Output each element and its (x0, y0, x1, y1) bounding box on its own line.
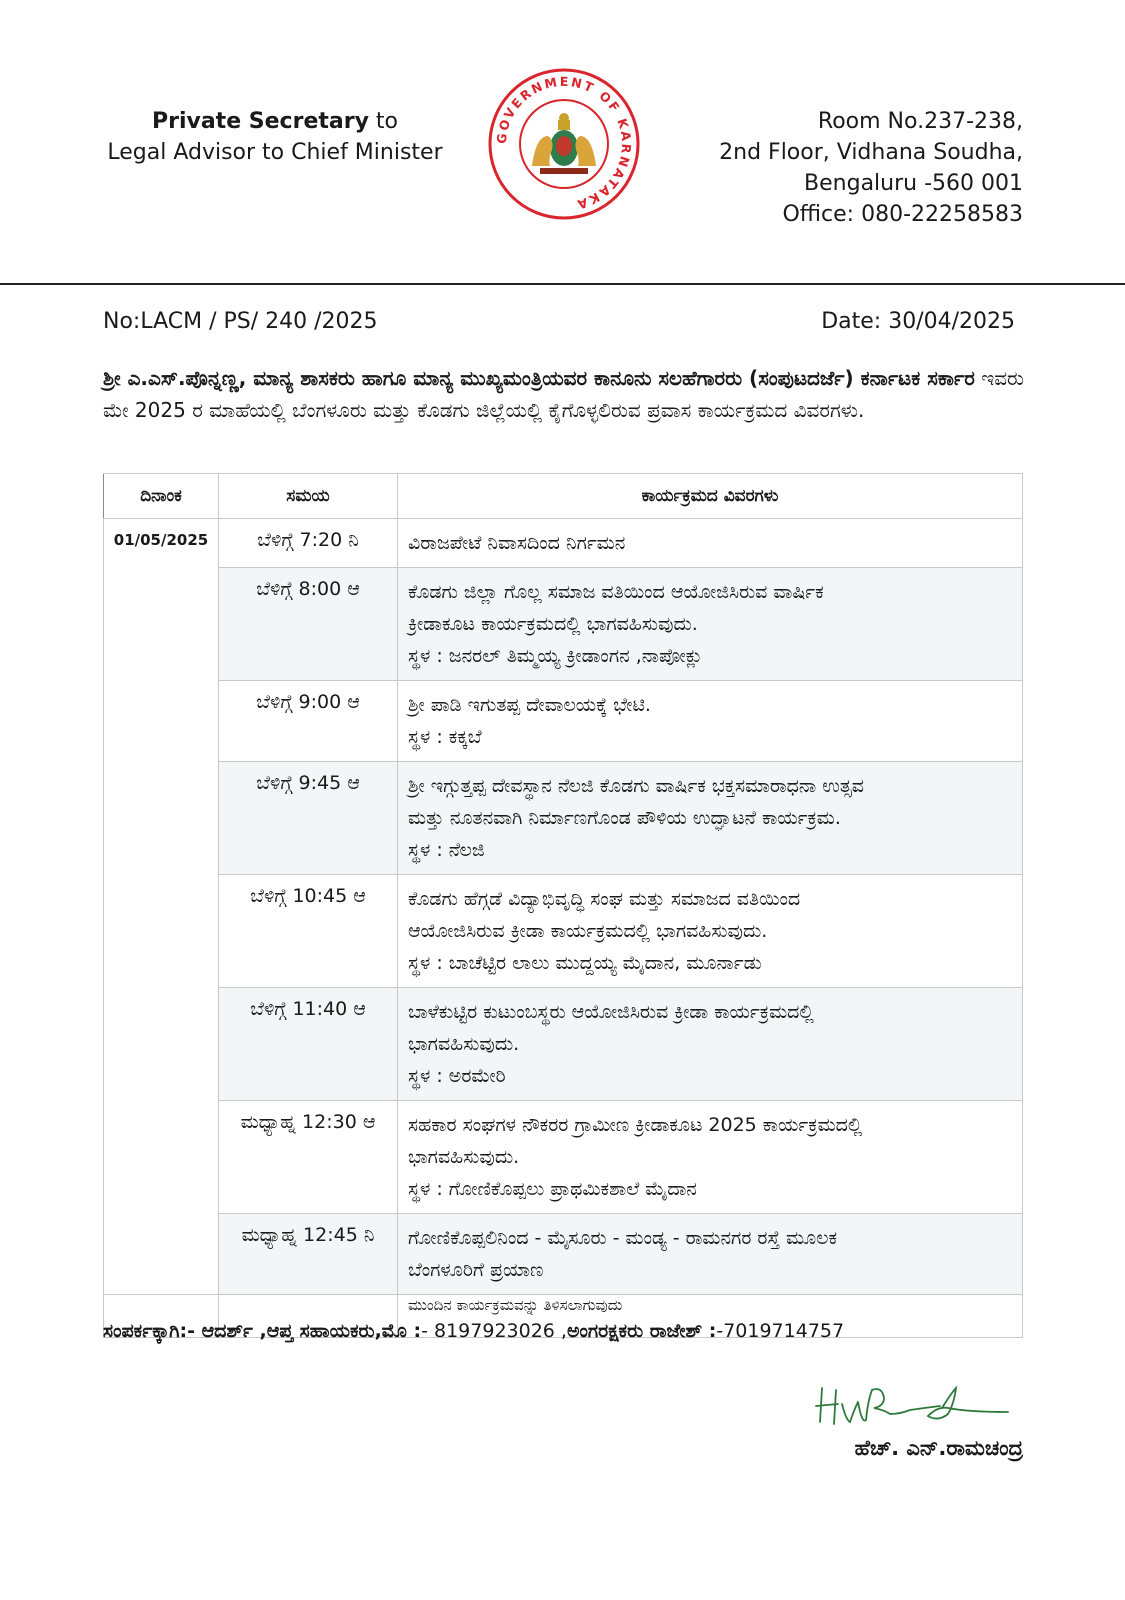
row-details: ಗೋಣಿಕೊಪ್ಪಲಿನಿಂದ - ಮೈಸೂರು - ಮಂಡ್ಯ - ರಾಮನಗರ ರಸ್ತೆ ಮೂಲಕ ಬೆಂಗಳೂರಿಗೆ ಪ್ರಯಾಣ (398, 1214, 1023, 1295)
intro-paragraph: ಶ್ರೀ ಎ.ಎಸ್.ಪೊನ್ನಣ್ಣ, ಮಾನ್ಯ ಶಾಸಕರು ಹಾಗೂ ಮಾನ್ಯ ಮುಖ್ಯಮಂತ್ರಿಯವರ ಕಾನೂನು ಸಲಹೆಗಾರರು (ಸಂಪುಟದರ್ಜೆ) ಕರ್ನಾಟಕ ಸರ್ಕಾರ ಇವರು ಮೇ 2025 ರ ಮಾಹೆಯಲ್ಲಿ ಬೆಂಗಳೂರು ಮತ್ತು ಕೊಡಗು ಜಿಲ್ಲೆಯಲ್ಲಿ ಕೈಗೊಳ್ಳಲಿರುವ ಪ್ರವಾಸ ಕಾರ್ಯಕ್ರಮದ ವಿವರಗಳು. (103, 366, 1024, 422)
row-time: ಬೆಳಿಗ್ಗೆ 11:40 ಆ (219, 988, 398, 1101)
row-time: ಬೆಳಿಗ್ಗೆ 7:20 ನಿ (219, 519, 398, 568)
table-row (104, 988, 1023, 1101)
karnataka-emblem-icon (486, 66, 642, 222)
table-row (104, 875, 1023, 988)
followup-note: ಮುಂದಿನ ಕಾರ್ಯಕ್ರಮವನ್ನು ತಿಳಿಸಲಾಗುವುದು (398, 1295, 1023, 1338)
row-details: ಬಾಳೆಕುಟ್ಟಿರ ಕುಟುಂಬಸ್ಥರು ಆಯೋಜಿಸಿರುವ ಕ್ರೀಡಾ ಕಾರ್ಯಕ್ರಮದಲ್ಲಿ ಭಾಗವಹಿಸುವುದು. ಸ್ಥಳ : ಅರಮೇರಿ (398, 988, 1023, 1101)
sender-title (100, 106, 450, 168)
sender-line-2: Legal Advisor to Chief Minister (107, 140, 443, 165)
address-line: Bengaluru -560 001 (804, 171, 1023, 196)
row-time: ಬೆಳಿಗ್ಗೆ 10:45 ಆ (219, 875, 398, 988)
row-time: ಬೆಳಿಗ್ಗೆ 9:45 ಆ (219, 762, 398, 875)
header-time: ಸಮಯ (219, 474, 398, 519)
row-time: ಬೆಳಿಗ್ಗೆ 9:00 ಆ (219, 681, 398, 762)
row-details: ವಿರಾಜಪೇಟೆ ನಿವಾಸದಿಂದ ನಿರ್ಗಮನ (398, 519, 1023, 568)
office-address (663, 106, 1023, 230)
table-row (104, 1214, 1023, 1295)
letter-date: Date: 30/04/2025 (821, 309, 1015, 334)
row-time: ಮಧ್ಯಾಹ್ನ 12:45 ನಿ (219, 1214, 398, 1295)
header-date: ದಿನಾಂಕ (104, 474, 219, 519)
row-time: ಮಧ್ಯಾಹ್ನ 12:30 ಆ (219, 1101, 398, 1214)
reference-number: No:LACM / PS/ 240 /2025 (103, 309, 378, 334)
row-details: ಕೊಡಗು ಜಿಲ್ಲಾ ಗೊಲ್ಲ ಸಮಾಜ ವತಿಯಿಂದ ಆಯೋಜಿಸಿರುವ ವಾರ್ಷಿಕ ಕ್ರೀಡಾಕೂಟ ಕಾರ್ಯಕ್ರಮದಲ್ಲಿ ಭಾಗವಹಿಸುವುದು. ಸ್ಥಳ : ಜನರಲ್ ತಿಮ್ಮಯ್ಯ ಕ್ರೀಡಾಂಗನ ,ನಾಪೋಕ್ಲು (398, 568, 1023, 681)
table-row (104, 762, 1023, 875)
row-details: ಸಹಕಾರ ಸಂಘಗಳ ನೌಕರರ ಗ್ರಾಮೀಣ ಕ್ರೀಡಾಕೂಟ 2025 ಕಾರ್ಯಕ್ರಮದಲ್ಲಿ ಭಾಗವಹಿಸುವುದು. ಸ್ಥಳ : ಗೋಣಿಕೊಪ್ಪಲು ಪ್ರಾಥಮಿಕಶಾಲೆ ಮೈದಾನ (398, 1101, 1023, 1214)
table-row (104, 681, 1023, 762)
sender-line-1: Private Secretary to (151, 109, 399, 134)
schedule-table (103, 473, 1023, 1338)
header-details: ಕಾರ್ಯಕ್ರಮದ ವಿವರಗಳು (398, 474, 1023, 519)
table-row (104, 568, 1023, 681)
table-header-row (104, 474, 1023, 519)
row-details: ಕೊಡಗು ಹೆಗ್ಗಡೆ ವಿದ್ಯಾಭಿವೃದ್ಧಿ ಸಂಘ ಮತ್ತು ಸಮಾಜದ ವತಿಯಿಂದ ಆಯೋಜಿಸಿರುವ ಕ್ರೀಡಾ ಕಾರ್ಯಕ್ರಮದಲ್ಲಿ ಭಾಗವಹಿಸುವುದು. ಸ್ಥಳ : ಬಾಚೆಟ್ಟಿರ ಲಾಲು ಮುದ್ದಯ್ಯ ಮೈದಾನ, ಮೂರ್ನಾಡು (398, 875, 1023, 988)
header-divider (0, 283, 1125, 285)
contact-line: ಸಂಪರ್ಕಕ್ಕಾಗಿ:- ಆದರ್ಶ್ ,ಆಪ್ತ ಸಹಾಯಕರು,ಮೊ :- 8197923026 ,ಅಂಗರಕ್ಷಕರು ರಾಜೇಶ್ :-7019714757 (103, 1320, 845, 1342)
row-time: ಬೆಳಿಗ್ಗೆ 8:00 ಆ (219, 568, 398, 681)
table-row (104, 519, 1023, 568)
table-row (104, 1101, 1023, 1214)
emblem-crest (532, 113, 596, 174)
signature-icon (812, 1382, 1012, 1432)
address-line: Room No.237-238, (817, 109, 1023, 134)
office-phone: Office: 080-22258583 (782, 202, 1023, 227)
row-details: ಶ್ರೀ ಪಾಡಿ ಇಗುತಪ್ಪ ದೇವಾಲಯಕ್ಕೆ ಭೇಟಿ. ಸ್ಥಳ : ಕಕ್ಕಬೆ (398, 681, 1023, 762)
signatory-name: ಹೆಚ್. ಎನ್.ರಾಮಚಂದ್ರ (854, 1436, 1023, 1460)
address-line: 2nd Floor, Vidhana Soudha, (719, 140, 1023, 165)
row-details: ಶ್ರೀ ಇಗ್ಗುತ್ತಪ್ಪ ದೇವಸ್ಥಾನ ನೆಲಜಿ ಕೊಡಗು ವಾರ್ಷಿಕ ಭಕ್ತಸಮಾರಾಧನಾ ಉತ್ಸವ ಮತ್ತು ನೂತನವಾಗಿ ನಿರ್ಮಾಣಗೊಂಡ ಪೌಳಿಯ ಉದ್ಘಾಟನೆ ಕಾರ್ಯಕ್ರಮ. ಸ್ಥಳ : ನೆಲಜಿ (398, 762, 1023, 875)
svg-text:GOVERNMENT OF KARNATAKA: GOVERNMENT OF KARNATAKA (493, 73, 635, 213)
schedule-date: 01/05/2025 (104, 519, 219, 1295)
